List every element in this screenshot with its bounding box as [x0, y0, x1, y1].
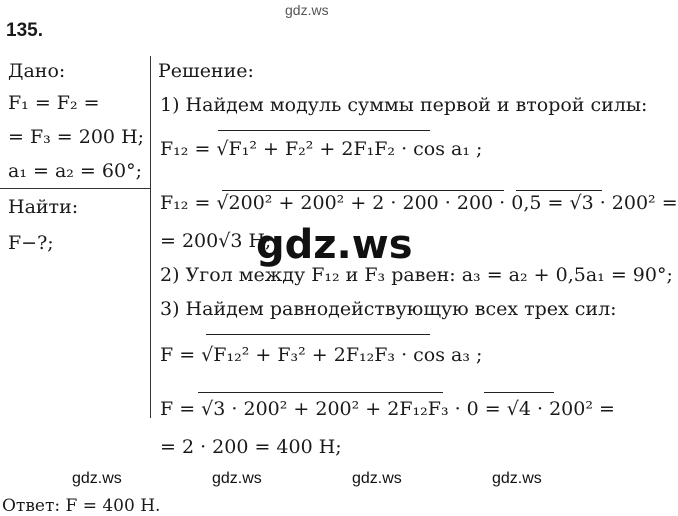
find-value: F−?; — [8, 232, 54, 254]
answer-line: Ответ: F = 400 Н. — [2, 496, 161, 516]
formula-line: = 200√3 Н; — [160, 230, 272, 252]
sqrt-bar — [222, 190, 504, 191]
watermark-top: gdz.ws — [285, 2, 329, 18]
formula-line: F = √F₁₂² + F₃² + 2F₁₂F₃ · cos a₃ ; — [160, 344, 483, 366]
divider-vertical — [150, 56, 151, 418]
watermark-bottom: gdz.ws — [492, 470, 542, 487]
given-line: F₁ = F₂ = — [8, 92, 100, 114]
solution-title: Решение: — [158, 60, 254, 82]
problem-number: 135. — [6, 20, 43, 41]
solution-step-2: 2) Угол между F₁₂ и F₃ равен: a₃ = a₂ + 0,5a₁ = 90°; — [160, 264, 673, 286]
sqrt-bar — [206, 334, 430, 335]
given-line: a₁ = a₂ = 60°; — [8, 160, 142, 182]
sqrt-bar — [484, 392, 554, 393]
watermark-bottom: gdz.ws — [212, 470, 262, 487]
sqrt-bar — [218, 130, 430, 131]
watermark-bottom: gdz.ws — [352, 470, 402, 487]
sqrt-bar — [516, 190, 602, 191]
solution-step-3: 3) Найдем равнодействующую всех трех сил: — [160, 298, 617, 320]
sqrt-bar — [198, 392, 443, 393]
formula-line: F₁₂ = √F₁² + F₂² + 2F₁F₂ · cos a₁ ; — [160, 138, 483, 160]
formula-line: = 2 · 200 = 400 Н; — [160, 436, 342, 458]
given-label: Дано: — [8, 60, 66, 82]
formula-line: F = √3 · 200² + 200² + 2F₁₂F₃ · 0 = √4 · 200² = — [160, 398, 615, 420]
formula-line: F₁₂ = √200² + 200² + 2 · 200 · 200 · 0,5 = √3 · 200² = — [160, 192, 678, 214]
divider-horizontal — [0, 188, 151, 189]
solution-step-1: 1) Найдем модуль суммы первой и второй силы: — [160, 94, 648, 116]
given-line: = F₃ = 200 Н; — [8, 126, 145, 148]
find-label: Найти: — [8, 196, 79, 218]
watermark-center: gdz.ws — [256, 222, 413, 268]
watermark-bottom: gdz.ws — [72, 470, 122, 487]
